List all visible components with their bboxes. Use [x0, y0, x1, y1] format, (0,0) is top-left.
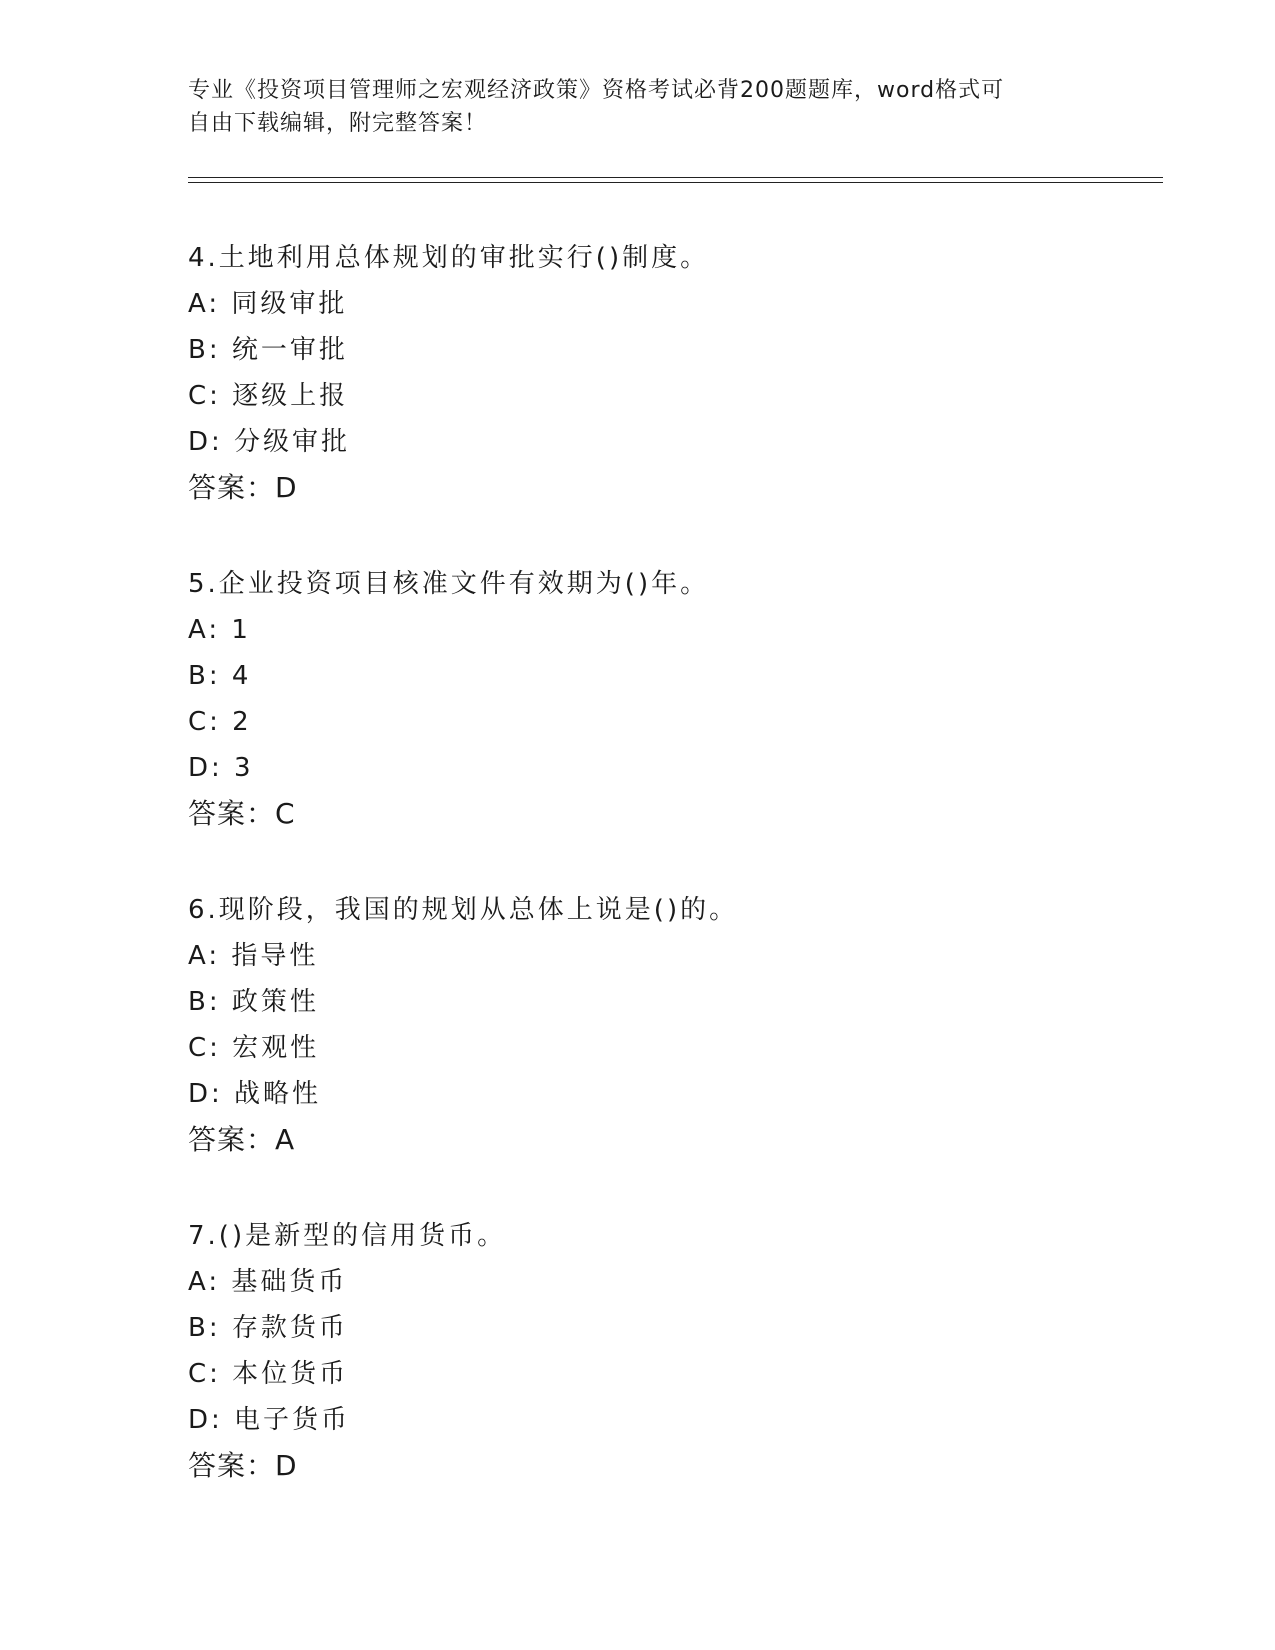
header-divider-bottom [188, 182, 1163, 183]
header-line-2: 自由下载编辑，附完整答案！ [188, 111, 488, 136]
document-header [188, 74, 1088, 140]
option-a: A: 指导性 [188, 941, 319, 971]
question-stem: 7.()是新型的信用货币。 [188, 1221, 507, 1251]
question-stem: 5.企业投资项目核准文件有效期为()年。 [188, 569, 710, 599]
option-c: C: 逐级上报 [188, 381, 349, 411]
option-d: D: 战略性 [188, 1079, 322, 1109]
option-d: D: 3 [188, 753, 254, 783]
option-b: B: 政策性 [188, 987, 319, 1017]
option-c: C: 本位货币 [188, 1359, 349, 1389]
answer-line: 答案：A [188, 1123, 296, 1156]
answer-line: 答案：D [188, 471, 298, 504]
question-list [188, 235, 1138, 1539]
question-stem: 4.土地利用总体规划的审批实行()制度。 [188, 243, 710, 273]
option-d: D: 分级审批 [188, 427, 351, 457]
option-b: B: 4 [188, 661, 252, 691]
option-b: B: 存款货币 [188, 1313, 348, 1343]
option-c: C: 2 [188, 707, 252, 737]
option-a: A: 同级审批 [188, 289, 348, 319]
option-a: A: 基础货币 [188, 1267, 348, 1297]
option-c: C: 宏观性 [188, 1033, 320, 1063]
option-a: A: 1 [188, 615, 251, 645]
option-d: D: 电子货币 [188, 1405, 351, 1435]
question-item [188, 1213, 1138, 1489]
question-item [188, 235, 1138, 511]
answer-line: 答案：C [188, 797, 296, 830]
answer-line: 答案：D [188, 1449, 298, 1482]
question-item [188, 561, 1138, 837]
question-stem: 6.现阶段，我国的规划从总体上说是()的。 [188, 895, 739, 925]
header-divider-top [188, 177, 1163, 178]
option-b: B: 统一审批 [188, 335, 348, 365]
question-item [188, 887, 1138, 1163]
header-line-1: 专业《投资项目管理师之宏观经济政策》资格考试必背200题题库，word格式可 [188, 78, 1005, 103]
